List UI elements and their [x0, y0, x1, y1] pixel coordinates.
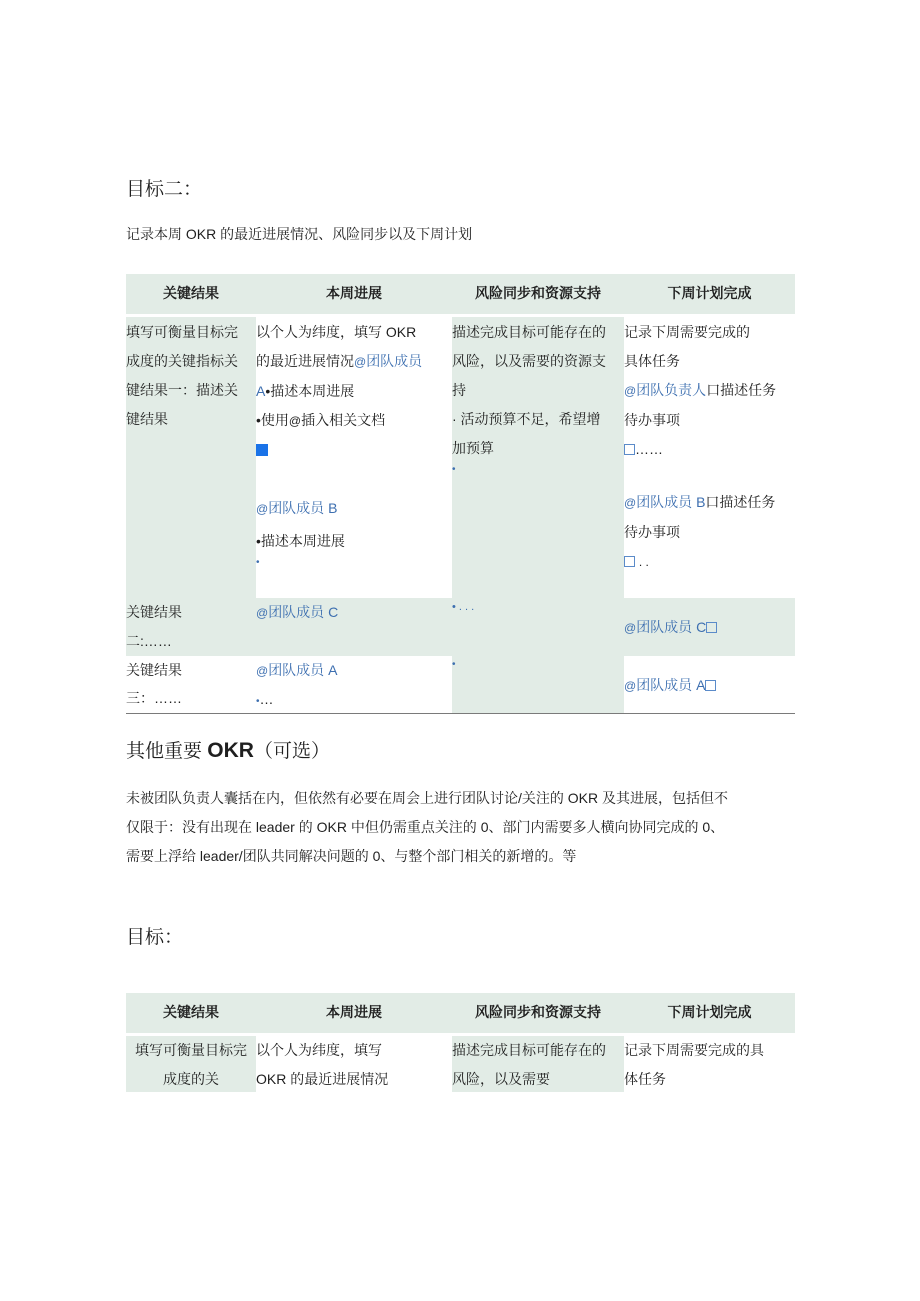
kr-cell: 填写可衡量目标完 成度的关 — [126, 1036, 256, 1092]
mention-member-b[interactable]: @团队成员 B — [256, 500, 338, 516]
table-header-row — [126, 993, 795, 1033]
mention-member-b[interactable]: @团队成员 B — [624, 494, 706, 510]
risk-cell: • . . . — [452, 598, 624, 656]
section-title-other-okr: 其他重要 OKR（可选） — [126, 739, 330, 762]
table-row — [126, 317, 795, 598]
header-key-result: 关键结果 — [126, 274, 256, 314]
mention-member-a[interactable]: @团队成员 — [354, 353, 423, 369]
progress-cell: 以个人为纬度，填写 OKR 的最近进展情况 — [256, 1042, 389, 1087]
checkbox-icon[interactable] — [624, 556, 635, 567]
mention-member-c[interactable]: @团队成员 C — [624, 619, 707, 635]
plan-cell: 记录下周需要完成的具 体任务 — [624, 1042, 764, 1087]
table-row — [126, 598, 795, 656]
risk-cell: • — [452, 656, 624, 713]
progress-cell — [256, 598, 452, 656]
header-risk-support: 风险同步和资源支持 — [452, 993, 624, 1033]
other-okr-description: 未被团队负责人囊括在内，但依然有必要在周会上进行团队讨论/关注的 OKR 及其进展，包括但不 仅限于：没有出现在 leader 的 OKR 中但仍需重点关注的 0、部门内需要多人横向协同完成的 0、 需要上浮给 leader/团队共同解决问题的 0、与整个部门相关的新增的。等 — [126, 790, 729, 864]
progress-cell: 以个人为纬度，填写 OKR 的最近进展情况@团队成员 A•描述本周进展 •使用@插入相关文档 @团队成员 B •描述本周进展 • — [256, 317, 452, 598]
header-key-result: 关键结果 — [126, 993, 256, 1033]
mention-member-a[interactable]: @团队成员 A — [624, 677, 706, 693]
header-risk-support: 风险同步和资源支持 — [452, 274, 624, 314]
mention-member-a[interactable]: @团队成员 A — [256, 662, 338, 678]
document-icon[interactable] — [256, 444, 268, 456]
section-description: 记录本周 OKR 的最近进展情况、风险同步以及下周计划 — [126, 226, 473, 242]
section-title-goal-2: 目标二： — [126, 179, 203, 200]
mention-member-c[interactable]: @团队成员 C — [256, 604, 339, 620]
table-row — [126, 656, 795, 713]
mention-team-lead[interactable]: @团队负责人 — [624, 382, 707, 398]
checkbox-icon[interactable] — [624, 444, 635, 455]
checkbox-icon[interactable] — [705, 680, 716, 691]
table-row — [126, 1036, 795, 1092]
header-weekly-progress: 本周进展 — [256, 993, 452, 1033]
section-title-goal: 目标： — [126, 927, 184, 948]
table-header-row — [126, 274, 795, 314]
risk-cell: 描述完成目标可能存在的 风险，以及需要 — [452, 1036, 624, 1092]
progress-cell: @团队成员 A •… — [256, 656, 452, 713]
header-weekly-progress: 本周进展 — [256, 274, 452, 314]
header-next-week-plan: 下周计划完成 — [624, 993, 795, 1033]
risk-cell: 描述完成目标可能存在的 风险，以及需要的资源支 持 · 活动预算不足，希望增 加预算 • — [452, 317, 624, 598]
table-bottom-border — [126, 713, 795, 714]
kr-cell: 关键结果 二:…… — [126, 598, 256, 656]
plan-cell: 记录下周需要完成的 具体任务 @团队负责人口描述任务 待办事项 …… @团队成员 B口描述任务 待办事项 . . — [624, 324, 777, 569]
checkbox-icon[interactable] — [706, 622, 717, 633]
kr-cell: 关键结果 三：…… — [126, 662, 182, 706]
header-next-week-plan: 下周计划完成 — [624, 274, 795, 314]
plan-cell — [624, 656, 795, 713]
plan-cell — [624, 598, 795, 656]
kr-cell: 填写可衡量目标完 成度的关键指标关 键结果一：描述关 键结果 — [126, 317, 256, 598]
